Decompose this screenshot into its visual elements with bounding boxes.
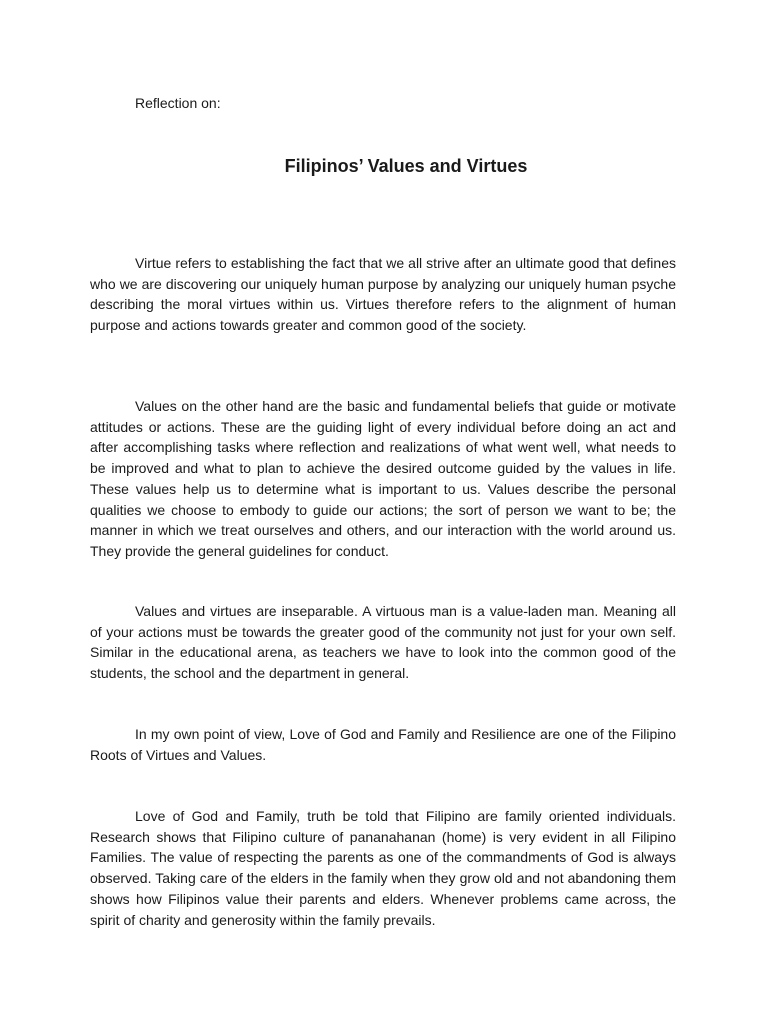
reflection-label: Reflection on:	[135, 95, 221, 111]
paragraph-love-of-god-and-family: Love of God and Family, truth be told that Filipino are family oriented individuals. Research shows that Filipino culture of pananahanan (home) is very evident in all Filipino Families. The value of respecting the parents as one of the commandments of God is always observed. Taking care of the elders in the family when they grow old and not abandoning them shows how Filipinos value their parents and elders. Whenever problems came across, the spirit of charity and generosity within the family prevails.	[90, 808, 676, 928]
paragraph-values-definition: Values on the other hand are the basic and fundamental beliefs that guide or motivate attitudes or actions. These are the guiding light of every individual before doing an act and after accomplishing tasks where reflection and realizations of what went well, what needs to be improved and what to plan to achieve the desired outcome guided by the values in life. These values help us to determine what is important to us. Values describe the personal qualities we choose to embody to guide our actions; the sort of person we want to be; the manner in which we treat ourselves and others, and our interaction with the world around us. They provide the general guidelines for conduct.	[90, 398, 676, 559]
paragraph-values-and-virtues: Values and virtues are inseparable. A virtuous man is a value-laden man. Meaning all of your actions must be towards the greater good of the community not just for your own self. Similar in the educational arena, as teachers we have to look into the common good of the students, the school and the department in general.	[90, 603, 676, 682]
paragraph-point-of-view: In my own point of view, Love of God and Family and Resilience are one of the Filipino Roots of Virtues and Values.	[90, 726, 676, 763]
document-title: Filipinos’ Values and Virtues	[284, 156, 528, 176]
paragraph-virtue-definition: Virtue refers to establishing the fact that we all strive after an ultimate good that defines who we are discovering our uniquely human purpose by analyzing our uniquely human psyche describing the moral virtues within us. Virtues therefore refers to the alignment of human purpose and actions towards greater and common good of the society.	[90, 255, 676, 334]
